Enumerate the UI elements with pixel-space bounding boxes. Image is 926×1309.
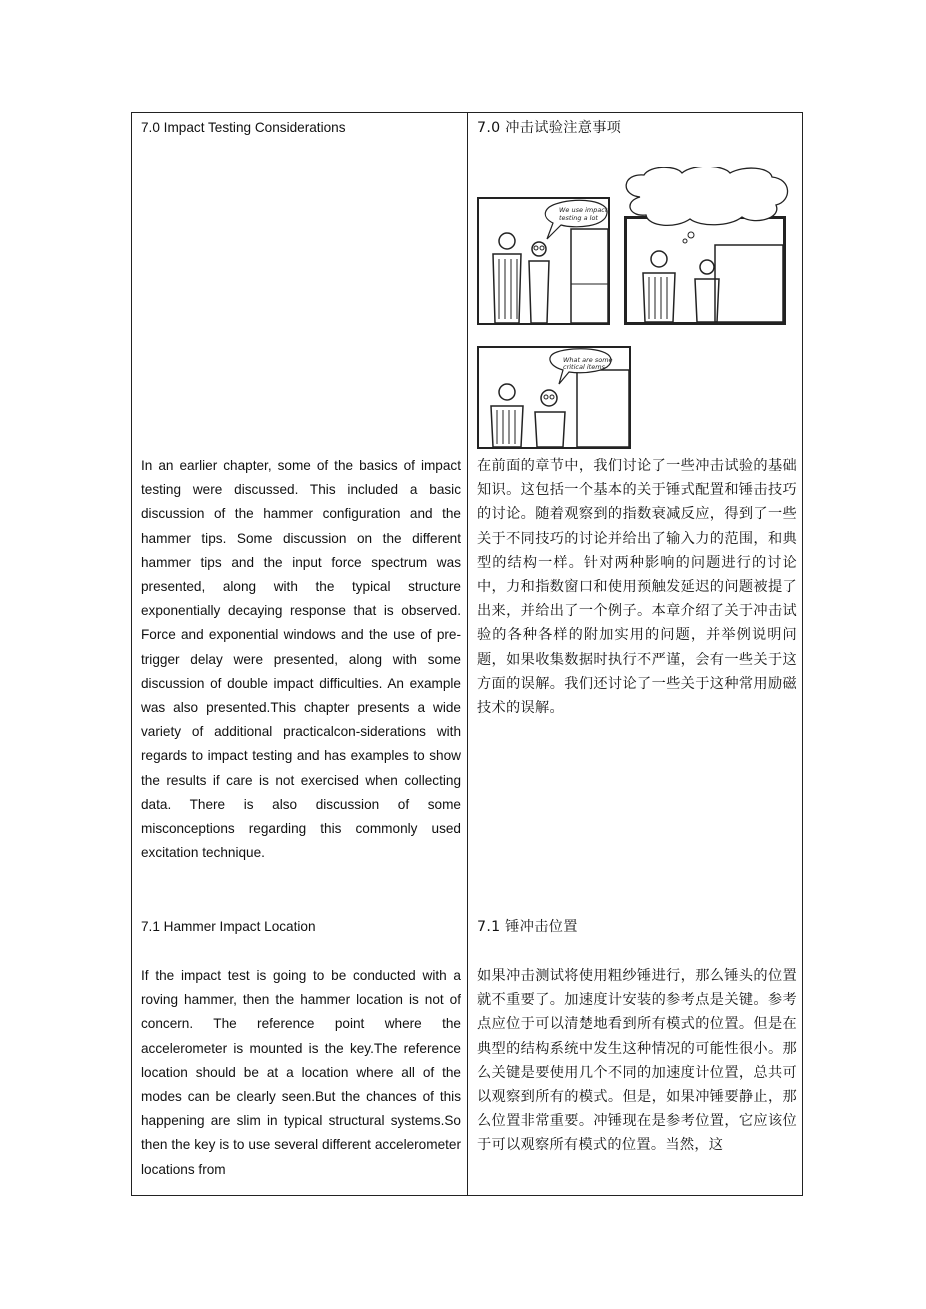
intro-paragraph-en: In an earlier chapter, some of the basics of impact testing were discussed. This included a basic discussion of the hammer configuration and the hammer tips. Some discussion on the different hammer tips and the input force spectrum was presented, along with the typical structure exponentially decaying response that is observed. Force and exponential windows and the use of pre-trigger delay were presented, along with some discussion of double impact difficulties. An example was also presented.This chapter presents a wide variety of additional practicalcon-siderations with regards to impact testing and has examples to show the results if care is not exercised when collecting data. There is also discussion of some misconceptions regarding this commonly used excitation technique. [141, 458, 461, 861]
panel-1-bubble-line-2: testing a lot [559, 214, 598, 222]
comic-illustration [477, 167, 792, 449]
chinese-column [477, 113, 797, 1195]
comic-panel-1-drawing [479, 199, 608, 323]
comic-panel-3-drawing [479, 348, 629, 447]
comic-panel-2-drawing [627, 219, 783, 322]
section-7-0-heading-cn: 7.0 冲击试验注意事项 [477, 120, 622, 136]
column-divider [467, 113, 468, 1195]
english-column [141, 113, 461, 1195]
location-paragraph-en: If the impact test is going to be conducted with a roving hammer, then the hammer location is not of concern. The reference point where the accelerometer is mounted is the key.The reference location should be at a location where all of the modes can be clearly seen.But the chances of this happening are slim in typical structural systems.So then the key is to use several different accelerometer locations from [141, 968, 461, 1177]
comic-panel-2 [624, 216, 786, 325]
section-7-1-heading-cn: 7.1 锤冲击位置 [477, 919, 578, 935]
comic-panel-1 [477, 197, 610, 325]
panel-1-bubble-line-1: We use impact [559, 206, 608, 214]
panel-3-bubble-line-1: What are some [563, 356, 613, 364]
thought-cloud [620, 167, 792, 229]
panel-3-bubble-line-2: critical items [563, 363, 605, 371]
bilingual-table [131, 112, 803, 1196]
comic-panel-3 [477, 346, 631, 449]
section-7-0-heading-en: 7.0 Impact Testing Considerations [141, 120, 346, 135]
section-7-1-heading-en: 7.1 Hammer Impact Location [141, 919, 316, 934]
intro-paragraph-cn: 在前面的章节中，我们讨论了一些冲击试验的基础知识。这包括一个基本的关于锤式配置和锤击技巧的讨论。随着观察到的指数衰减反应，得到了一些关于不同技巧的讨论并给出了输入力的范围，和典型的结构一样。针对两种影响的问题进行的讨论中，力和指数窗口和使用预触发延迟的问题被提了出来，并给出了一个例子。本章介绍了关于冲击试验的各种各样的附加实用的问题，并举例说明问题，如果收集数据时执行不严谨，会有一些关于这方面的误解。我们还讨论了一些关于这种常用励磁技术的误解。 [477, 458, 797, 717]
location-paragraph-cn: 如果冲击测试将使用粗纱锤进行，那么锤头的位置就不重要了。加速度计安装的参考点是关键。参考点应位于可以清楚地看到所有模式的位置。但是在典型的结构系统中发生这种情况的可能性很小。那么关键是要使用几个不同的加速度计位置，总共可以观察到所有的模式。但是，如果冲锤要静止，那么位置非常重要。冲锤现在是参考位置，它应该位于可以观察所有模式的位置。当然，这 [477, 968, 797, 1154]
